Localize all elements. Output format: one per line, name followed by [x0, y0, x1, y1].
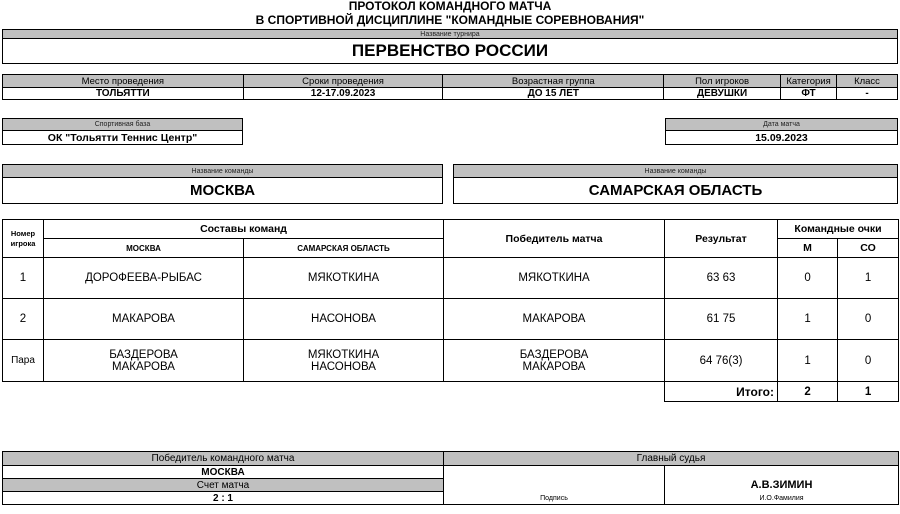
points-team2-header: СО: [838, 239, 899, 258]
chief-referee-label: Главный судья: [444, 452, 899, 466]
points-team2: 1: [838, 258, 899, 299]
table-row: [3, 258, 899, 299]
match-winner: МАКАРОВА: [444, 299, 665, 340]
match-result: 64 76(3): [665, 340, 778, 382]
category-label: Категория: [781, 75, 837, 88]
event-info-table: [2, 74, 898, 100]
match-score-label: Счет матча: [3, 479, 444, 492]
class-label: Класс: [837, 75, 898, 88]
team1-player: ДОРОФЕЕВА-РЫБАС: [44, 258, 244, 299]
team2-player: МЯКОТКИНА: [307, 348, 380, 361]
points-team1: 0: [778, 258, 838, 299]
table-row: [3, 340, 899, 382]
result-header: Результат: [665, 220, 778, 258]
dates-label: Сроки проведения: [243, 75, 443, 88]
points-team1-header: М: [778, 239, 838, 258]
summary-table: [2, 451, 899, 505]
match-winner-header: Победитель матча: [444, 220, 665, 258]
document-title: ПРОТОКОЛ КОМАНДНОГО МАТЧА: [348, 0, 552, 13]
document-subtitle: В СПОРТИВНОЙ ДИСЦИПЛИНЕ "КОМАНДНЫЕ СОРЕВНОВАНИЯ": [255, 13, 645, 27]
venue-value: ОК "Тольятти Теннис Центр": [2, 130, 243, 145]
referee-name-field: [665, 466, 899, 505]
age-group-label: Возрастная группа: [443, 75, 664, 88]
points-team1: 1: [778, 340, 838, 382]
class-value: -: [837, 88, 898, 100]
venue-city-value: ТОЛЬЯТТИ: [3, 88, 244, 100]
total-row: [3, 382, 899, 402]
total-label: Итого:: [665, 382, 778, 402]
team2-player: МЯКОТКИНА: [244, 258, 444, 299]
venue-label: Спортивная база: [2, 118, 243, 131]
lineup-team2-header: САМАРСКАЯ ОБЛАСТЬ: [244, 239, 444, 258]
match-result: 61 75: [665, 299, 778, 340]
player-number: 2: [3, 299, 44, 340]
match-results-table: [2, 219, 899, 402]
lineup-team1-header: МОСКВА: [44, 239, 244, 258]
team1-player: БАЗДЕРОВА: [109, 348, 178, 361]
team2-player: НАСОНОВА: [311, 360, 376, 373]
team1-pair: [44, 340, 244, 382]
team1-player: МАКАРОВА: [44, 299, 244, 340]
lineups-header: Составы команд: [44, 220, 444, 239]
player-number: Пара: [3, 340, 44, 382]
points-team1: 1: [778, 299, 838, 340]
player-number: 1: [3, 258, 44, 299]
team1-name: МОСКВА: [2, 177, 443, 204]
match-score-value: 2 : 1: [3, 492, 444, 505]
referee-name-label: И.О.Фамилия: [759, 495, 804, 502]
tournament-label: Название турнира: [2, 29, 898, 39]
match-result: 63 63: [665, 258, 778, 299]
points-team2: 0: [838, 299, 899, 340]
points-team2: 0: [838, 340, 899, 382]
team-points-header: Командные очки: [778, 220, 899, 239]
team1-label: Название команды: [2, 164, 443, 178]
venue-city-label: Место проведения: [3, 75, 244, 88]
total-team2: 1: [838, 382, 899, 402]
team2-player: НАСОНОВА: [244, 299, 444, 340]
table-row: [3, 299, 899, 340]
referee-name: А.В.ЗИМИН: [750, 479, 813, 491]
signature-label: Подпись: [540, 495, 568, 502]
tournament-name: ПЕРВЕНСТВО РОССИИ: [2, 38, 898, 64]
team2-label: Название команды: [453, 164, 898, 178]
team-winner-label: Победитель командного матча: [3, 452, 444, 466]
age-group-value: ДО 15 ЛЕТ: [443, 88, 664, 100]
team2-pair: [244, 340, 444, 382]
gender-label: Пол игроков: [664, 75, 781, 88]
match-winner: МАКАРОВА: [522, 360, 586, 373]
gender-value: ДЕВУШКИ: [664, 88, 781, 100]
team-winner-value: МОСКВА: [3, 466, 444, 479]
match-winner: МЯКОТКИНА: [444, 258, 665, 299]
match-date-label: Дата матча: [665, 118, 898, 131]
dates-value: 12-17.09.2023: [243, 88, 443, 100]
match-winner: БАЗДЕРОВА: [519, 348, 589, 361]
team2-name: САМАРСКАЯ ОБЛАСТЬ: [453, 177, 898, 204]
team1-player: МАКАРОВА: [112, 360, 175, 373]
signature-field: [444, 466, 665, 505]
match-winner-pair: [444, 340, 665, 382]
match-date-value: 15.09.2023: [665, 130, 898, 145]
player-number-header: Номер игрока: [3, 220, 44, 258]
total-team1: 2: [778, 382, 838, 402]
category-value: ФТ: [781, 88, 837, 100]
